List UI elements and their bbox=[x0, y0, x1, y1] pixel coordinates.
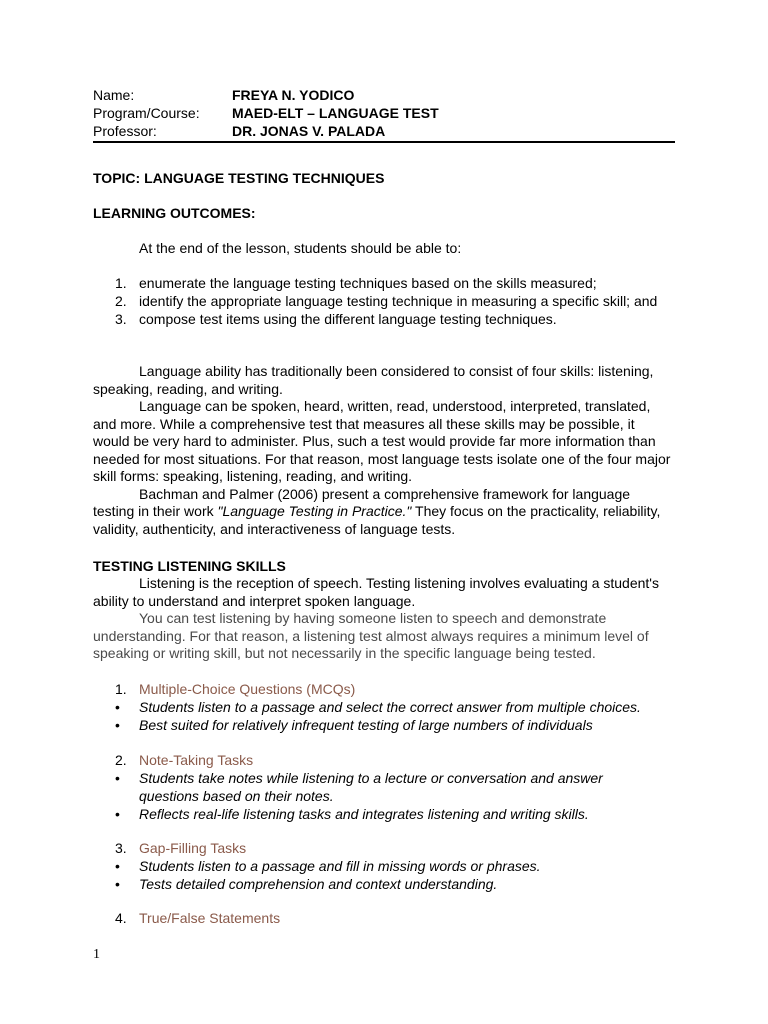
technique-title: True/False Statements bbox=[139, 910, 281, 926]
bullet-item bbox=[93, 769, 675, 805]
paragraph bbox=[93, 486, 675, 539]
bullet-icon: • bbox=[115, 770, 120, 786]
bullet-item bbox=[93, 875, 675, 893]
bullet-item bbox=[93, 805, 675, 823]
paragraph: Language ability has traditionally been considered to consist of four skills: listening, speaking, reading, and writing. bbox=[93, 363, 654, 397]
bullet-text: Tests detailed comprehension and context understanding. bbox=[139, 876, 498, 892]
bullet-text: Best suited for relatively infrequent testing of large numbers of individuals bbox=[139, 717, 593, 733]
program-label: Program/Course: bbox=[93, 105, 200, 121]
list-text: enumerate the language testing techniques based on the skills measured; bbox=[139, 275, 597, 291]
paragraph-text: Bachman and Palmer (2006) present a comprehensive framework for language testing in their work bbox=[93, 485, 631, 519]
section-heading: TESTING LISTENING SKILLS bbox=[93, 558, 286, 574]
learning-outcomes-heading: LEARNING OUTCOMES: bbox=[93, 205, 256, 221]
paragraph: Listening is the reception of speech. Testing listening involves evaluating a student's ability to understand and interpret spoken language. bbox=[93, 575, 659, 609]
technique-title: Multiple-Choice Questions (MCQs) bbox=[139, 681, 356, 697]
document-header bbox=[93, 86, 675, 143]
list-number: 4. bbox=[115, 910, 127, 926]
paragraph: Language can be spoken, heard, written, read, understood, interpreted, translated, and more. While a comprehensive test that measures all these skills may be possible, it would be very hard to administer. Plus, such a test would provide far more information than needed for most situations. For that reason, most language tests isolate one of the four major skill forms: speaking, listening, reading, and writing. bbox=[93, 398, 671, 484]
name-value: FREYA N. YODICO bbox=[232, 87, 355, 103]
technique-item bbox=[93, 909, 675, 927]
bullet-text: Reflects real-life listening tasks and integrates listening and writing skills. bbox=[139, 806, 589, 822]
book-title: "Language Testing in Practice." bbox=[217, 503, 412, 519]
name-row bbox=[93, 86, 675, 104]
technique-title-row bbox=[93, 751, 675, 769]
bullet-text: Students take notes while listening to a lecture or conversation and answer questions based on their notes. bbox=[139, 770, 603, 804]
name-label: Name: bbox=[93, 87, 135, 103]
body-paragraphs bbox=[93, 363, 675, 538]
technique-title: Gap-Filling Tasks bbox=[139, 840, 247, 856]
technique-item bbox=[93, 839, 675, 893]
list-number: 3. bbox=[115, 840, 127, 856]
bullet-text: Students listen to a passage and select the correct answer from multiple choices. bbox=[139, 699, 641, 715]
bullet-icon: • bbox=[115, 806, 120, 822]
bullet-icon: • bbox=[115, 858, 120, 874]
technique-title-row bbox=[93, 680, 675, 698]
listening-paragraphs bbox=[93, 575, 675, 663]
list-item bbox=[93, 310, 675, 328]
bullet-item bbox=[93, 698, 675, 716]
bullet-icon: • bbox=[115, 717, 120, 733]
list-number: 2. bbox=[115, 293, 127, 309]
bullet-item bbox=[93, 857, 675, 875]
list-number: 1. bbox=[115, 275, 127, 291]
program-value: MAED-ELT – LANGUAGE TEST bbox=[232, 105, 439, 121]
technique-title-row bbox=[93, 839, 675, 857]
program-row bbox=[93, 104, 675, 122]
list-text: compose test items using the different language testing techniques. bbox=[139, 311, 557, 327]
list-text: identify the appropriate language testing technique in measuring a specific skill; and bbox=[139, 293, 658, 309]
learning-outcomes-list bbox=[93, 274, 675, 328]
professor-label: Professor: bbox=[93, 123, 157, 139]
list-number: 3. bbox=[115, 311, 127, 327]
paragraph-text: They focus on the practicality, reliability, validity, authenticity, and interactiveness of language tests. bbox=[93, 503, 661, 537]
technique-title-row bbox=[93, 909, 675, 927]
list-number: 1. bbox=[115, 681, 127, 697]
list-item bbox=[93, 274, 675, 292]
professor-value: DR. JONAS V. PALADA bbox=[232, 123, 386, 139]
professor-row bbox=[93, 122, 675, 140]
technique-title: Note-Taking Tasks bbox=[139, 752, 254, 768]
learning-outcomes-intro: At the end of the lesson, students should be able to: bbox=[139, 240, 462, 256]
bullet-item bbox=[93, 716, 675, 734]
page-number: 1 bbox=[93, 947, 100, 962]
paragraph: You can test listening by having someone listen to speech and demonstrate understanding. For that reason, a listening test almost always requires a minimum level of speaking or writing skill, but not necessarily in the specific language being tested. bbox=[93, 610, 649, 661]
technique-item bbox=[93, 680, 675, 734]
bullet-icon: • bbox=[115, 876, 120, 892]
header-divider bbox=[93, 141, 675, 143]
topic-heading: TOPIC: LANGUAGE TESTING TECHNIQUES bbox=[93, 170, 385, 186]
technique-item bbox=[93, 751, 675, 823]
bullet-text: Students listen to a passage and fill in missing words or phrases. bbox=[139, 858, 541, 874]
list-item bbox=[93, 292, 675, 310]
bullet-icon: • bbox=[115, 699, 120, 715]
list-number: 2. bbox=[115, 752, 127, 768]
